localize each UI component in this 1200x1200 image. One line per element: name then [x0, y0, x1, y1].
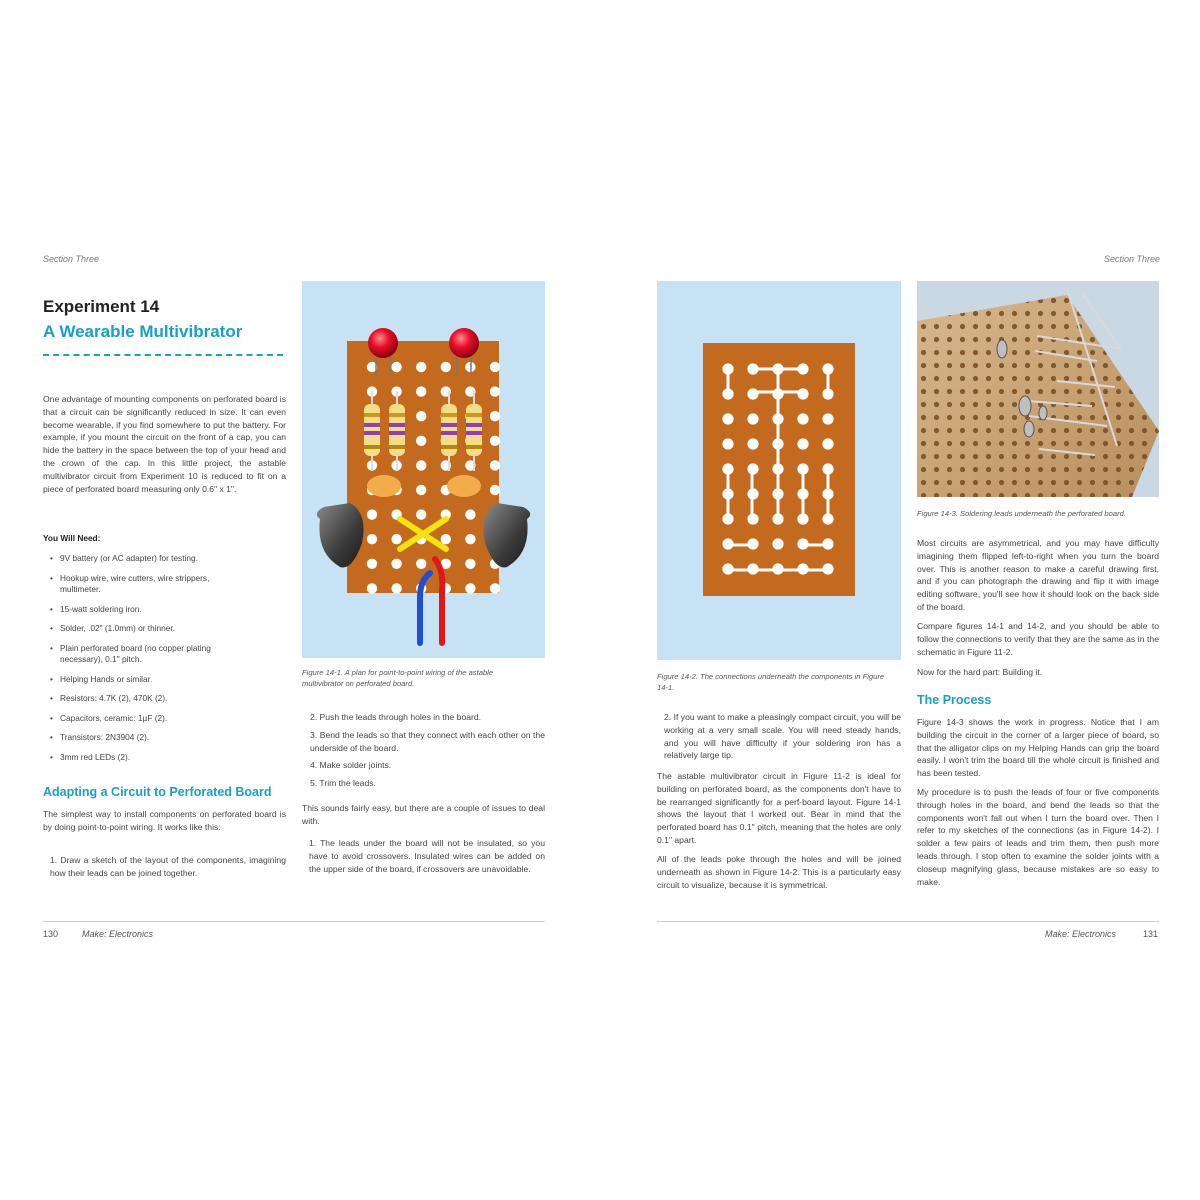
perfboard-hole	[441, 362, 451, 372]
perfboard-hole	[797, 388, 808, 399]
needs-list	[50, 553, 250, 771]
perfboard-hole	[465, 534, 475, 544]
needs-item: • Plain perforated board (no copper plating necessary), 0.1" pitch.	[50, 643, 250, 666]
perfboard-hole	[367, 534, 377, 544]
step-1: 1. Draw a sketch of the layout of the components, imagining how their leads can be joined together.	[50, 855, 286, 878]
perfboard-hole	[490, 436, 500, 446]
needs-item: • Solder, .02" (1.0mm) or thinner.	[50, 623, 250, 635]
perfboard-hole	[367, 583, 377, 593]
astable-paragraph: The astable multivibrator circuit in Figure 11-2 is ideal for building on perforated board, as the components don't have to be rearranged significantly for a perf-board layout. Figure 14-1 shows the layout that I worked out. Bear in mind that the perforated board has 0.1" pitch, meaning that the holes are only 0.1" apart.	[657, 771, 901, 845]
issue-1: 1. The leads under the board will not be insulated, so you have to avoid crossovers. Insulated wires can be added on the upper side of the board, if crossovers are unavoidable.	[309, 838, 545, 874]
perfboard-hole	[490, 583, 500, 593]
perfboard-hole	[441, 534, 451, 544]
needs-item: • Helping Hands or similar.	[50, 674, 250, 686]
perfboard-hole	[490, 386, 500, 396]
figure-14-1	[302, 281, 545, 658]
asymmetry-paragraph: Most circuits are asymmetrical, and you may have difficulty imagining them flipped left-to-right when you turn the board over. This is another reason to make a careful drawing first, and if you can photograph the drawing and flip it with image editing software, you'll see how it should look on the back side of the board.	[917, 538, 1159, 612]
intro-paragraph: One advantage of mounting components on perforated board is that a circuit can be significantly reduced in size. It can even become wearable, if you find somewhere to put the battery. For example, if you mount the circuit on the front of a cap, you can hide the battery in the space between the top of your head and the crown of the cap. In this little project, the astable multivibrator circuit from Experiment 10 is reduced to fit on a piece of perforated board measuring only 0.6" x 1".	[43, 394, 286, 494]
perfboard-hole	[722, 413, 733, 424]
perfboard-layout-drawing	[302, 281, 545, 658]
page-number-right: 131	[1143, 929, 1159, 939]
needs-item: • 9V battery (or AC adapter) for testing.	[50, 553, 250, 565]
figure-14-3	[917, 281, 1159, 497]
perfboard-hole	[490, 362, 500, 372]
perfboard-hole	[490, 485, 500, 495]
capacitor-right	[447, 475, 481, 497]
footer-rule-right	[657, 921, 1159, 922]
perfboard-hole	[391, 362, 401, 372]
section-subhead-adapting: Adapting a Circuit to Perforated Board	[43, 785, 272, 799]
title-divider	[43, 354, 283, 356]
figure-14-2-caption: Figure 14-2. The connections underneath the components in Figure 14-1.	[657, 672, 885, 692]
page-number-left: 130	[43, 929, 59, 939]
figure-14-3-caption: Figure 14-3. Soldering leads underneath the perforated board.	[917, 509, 1126, 518]
perfboard-hole	[416, 559, 426, 569]
experiment-label: Experiment 14	[43, 297, 160, 316]
issues-paragraph: This sounds fairly easy, but there are a couple of issues to deal with.	[302, 803, 545, 826]
step-item: 5. Trim the leads.	[310, 778, 376, 789]
underside-connections-drawing	[657, 281, 901, 660]
perfboard-hole	[391, 559, 401, 569]
step-item: 3. Bend the leads so that they connect with each other on the underside of the board.	[310, 729, 545, 753]
perfboard-hole	[416, 362, 426, 372]
steps-list	[302, 711, 545, 795]
book-title-left: Make: Electronics	[82, 929, 154, 939]
perfboard-hole	[465, 559, 475, 569]
running-head-left: Section Three	[43, 254, 100, 264]
perfboard-hole	[465, 509, 475, 519]
perfboard-hole	[391, 583, 401, 593]
footer-rule-left	[43, 921, 545, 922]
figure-14-1-caption: Figure 14-1. A plan for point-to-point wiring of the astable multivibrator on perforated board.	[302, 668, 494, 688]
step-2: 2. If you want to make a pleasingly compact circuit, you will be working at a very small scale. You will need steady hands, and you will have difficulty if your soldering iron has a relatively large tip.	[664, 712, 901, 761]
perfboard-hole	[416, 386, 426, 396]
soldering-photo	[917, 281, 1159, 497]
adapt-paragraph: The simplest way to install components on perforated board is by doing point-to-point wiring. It works like this:	[43, 809, 286, 832]
needs-item: • 3mm red LEDs (2).	[50, 752, 250, 764]
perfboard-hole	[367, 509, 377, 519]
perfboard-hole	[416, 485, 426, 495]
perfboard-hole	[722, 438, 733, 449]
compare-paragraph: Compare figures 14-1 and 14-2, and you should be able to follow the connections to verify that they are the same as in the schematic in Figure 11-2.	[917, 621, 1159, 657]
perfboard-hole	[416, 436, 426, 446]
capacitor-left	[367, 475, 401, 497]
section-subhead-process: The Process	[917, 693, 992, 707]
experiment-title: A Wearable Multivibrator	[43, 322, 243, 341]
hard-part-paragraph: Now for the hard part: Building it.	[917, 667, 1043, 677]
perfboard-hole	[465, 583, 475, 593]
procedure-paragraph: My procedure is to push the leads of four or five components through holes in the board, and bend the leads so that the components won't fall out when I turn the board over. Then I refer to my sketches of the connections (as in Figure 14-2). I solder a few pairs of leads and trim them, then push more leads through. I stop often to examine the solder joints with a closeup magnifying glass, because mistakes are so easy to make.	[917, 787, 1159, 887]
perfboard-hole	[391, 534, 401, 544]
perfboard-hole	[772, 538, 783, 549]
needs-item: • 15-watt soldering iron.	[50, 604, 250, 616]
book-title-right: Make: Electronics	[1045, 929, 1117, 939]
perfboard-hole	[416, 411, 426, 421]
perfboard-hole	[747, 438, 758, 449]
perfboard-hole	[490, 460, 500, 470]
perfboard-hole	[797, 413, 808, 424]
step-item: 4. Make solder joints.	[310, 760, 392, 771]
running-head-right: Section Three	[1104, 254, 1161, 264]
perfboard-hole	[747, 388, 758, 399]
leads-paragraph: All of the leads poke through the holes and will be joined underneath as shown in Figure 14-2. This is a particularly easy circuit to visualize, because it is symmetrical.	[657, 854, 901, 890]
figure-14-2	[657, 281, 901, 660]
process-paragraph: Figure 14-3 shows the work in progress. Notice that I am building the circuit in the corner of a larger piece of board, so that the alligator clips on my Helping Hands can grip the board easily. I won't trim the board till the whole circuit is finished and has been tested.	[917, 717, 1159, 779]
needs-item: • Transistors: 2N3904 (2).	[50, 732, 250, 744]
perfboard-hole	[822, 413, 833, 424]
needs-item: • Capacitors, ceramic: 1µF (2).	[50, 713, 250, 725]
perfboard-hole	[747, 413, 758, 424]
needs-item: • Resistors: 4.7K (2), 470K (2).	[50, 693, 250, 705]
needs-item: • Hookup wire, wire cutters, wire strippers, multimeter.	[50, 573, 250, 596]
step-item: 2. Push the leads through holes in the board.	[310, 712, 482, 722]
perfboard-hole	[367, 559, 377, 569]
perfboard-hole	[416, 509, 426, 519]
perfboard-hole	[797, 438, 808, 449]
perfboard-hole	[822, 438, 833, 449]
needs-title: You Will Need:	[43, 533, 101, 543]
perfboard-hole	[490, 411, 500, 421]
perfboard-hole	[416, 460, 426, 470]
